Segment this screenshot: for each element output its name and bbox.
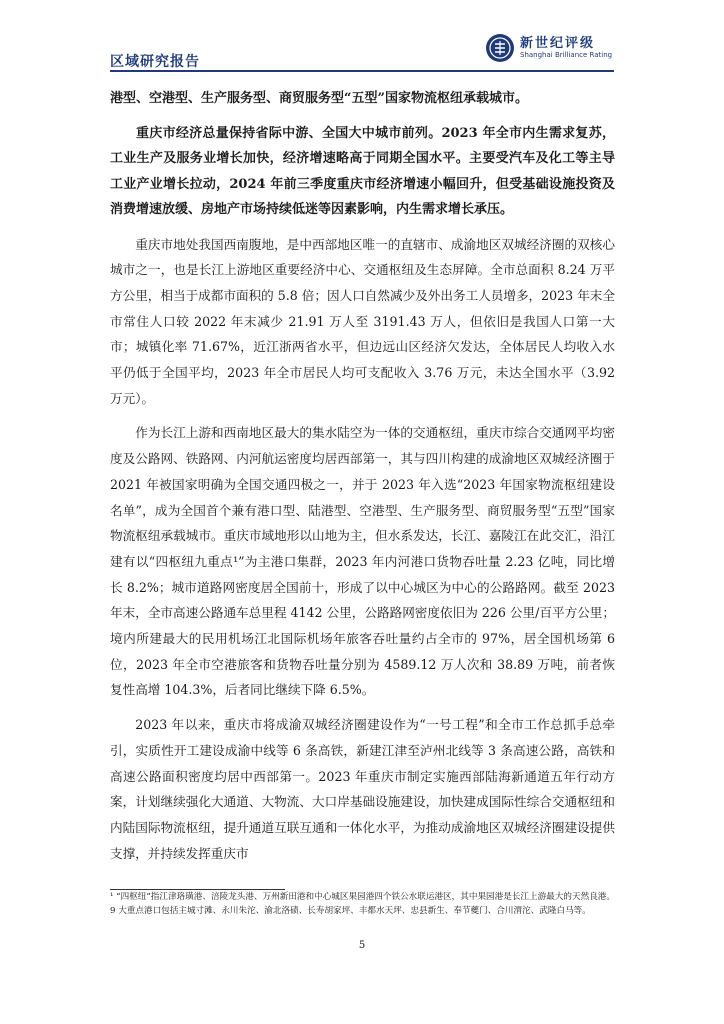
- logo-chinese-name: 新世纪评级: [520, 36, 596, 51]
- paragraph-key-finding: 重庆市经济总量保持省际中游、全国大中城市前列。2023 年全市内生需求复苏，工业生产及服务业增长加快，经济增速略高于同期全国水平。主要受汽车及化工等主导工业产业增长拉动，2024 年前三季度重庆市经济增速小幅回升，但受基础设施投资及消费增速放缓、房地产市场持续低迷等因素影响，内生需求增长承压。: [110, 125, 615, 217]
- logo-emblem-icon: [486, 34, 514, 62]
- header-divider: [110, 70, 614, 72]
- paragraph-continuation: 港型、空港型、生产服务型、商贸服务型“五型”国家物流枢纽承载城市。: [110, 91, 528, 106]
- section-title: 区域研究报告: [110, 54, 200, 70]
- report-body: [110, 86, 615, 866]
- company-logo: [486, 34, 612, 62]
- page-number: 5: [358, 940, 366, 951]
- footnote-divider: [110, 889, 285, 890]
- footnote: ¹ “四枢纽”指江津珞璜港、涪陵龙头港、万州新田港和中心城区果园港四个铁公水联运港区，其中果园港是长江上游最大的天然良港。9 大重点港口包括主城寸滩、永川朱沱、渝北洛碛、长寿胡家坪、丰都水天坪、忠县新生、奉节夔门、合川渭沱、武隆白马等。: [110, 892, 615, 916]
- logo-english-name: Shanghai Brilliance Rating: [520, 51, 613, 59]
- paragraph-overview: 重庆市地处我国西南腹地，是中西部地区唯一的直辖市、成渝地区双城经济圈的双核心城市之一，也是长江上游地区重要经济中心、交通枢纽及生态屏障。全市总面积 8.24 万平方公里，相当于成都市面积的 5.8 倍；因人口自然减少及外出务工人员增多，2023 年末全市常住人口较 2022 年末减少 21.91 万人至 3191.43 万人，但依旧是我国人口第一大市；城镇化率 71.67%，近江浙两省水平，但边远山区经济欠发达，全体居民人均收入水平仍低于全国平均，2023 年全市居民人均可支配收入 3.76 万元，未达全国水平（3.92 万元）。: [110, 236, 615, 406]
- paragraph-transport: 作为长江上游和西南地区最大的集水陆空为一体的交通枢纽，重庆市综合交通网平均密度及公路网、铁路网、内河航运密度均居西部第一，其与四川构建的成渝地区双城经济圈于 2021 年被国家明确为全国交通四极之一，并于 2023 年入选“2023 年国家物流枢纽建设名单”，成为全国首个兼有港口型、陆港型、空港型、生产服务型、商贸服务型“五型”国家物流枢纽承载城市。重庆市域地形以山地为主，但水系发达，长江、嘉陵江在此交汇，沿江建有以“四枢纽九重点¹”为主港口集群，2023 年内河港口货物吞吐量 2.23 亿吨，同比增长 8.2%；城市道路网密度居全国前十，形成了以中心城区为中心的公路路网。截至 2023 年末，全市高速公路通车总里程 4142 公里，公路路网密度依旧为 226 公里/百平方公里；境内所建最大的民用机场江北国际机场年旅客吞吐量约占全市的 97%，居全国机场第 6 位，2023 年全市空港旅客和货物吞吐量分别为 4589.12 万人次和 38.89 万吨，前者恢复性高增 104.3%，后者同比继续下降 6.5%。: [110, 425, 615, 698]
- paragraph-infrastructure: 2023 年以来，重庆市将成渝双城经济圈建设作为“一号工程”和全市工作总抓手总牵引，实质性开工建设成渝中线等 6 条高铁，新建江津至泸州北线等 3 条高速公路，高铁和高速公路面积密度均居中西部第一。2023 年重庆市制定实施西部陆海新通道五年行动方案，计划继续强化大通道、大物流、大口岸基础设施建设，加快建成国际性综合交通枢纽和内陆国际物流枢纽，提升通道互联互通和一体化水平，为推动成渝地区双城经济圈建设提供支撑，并持续发挥重庆市: [110, 717, 615, 861]
